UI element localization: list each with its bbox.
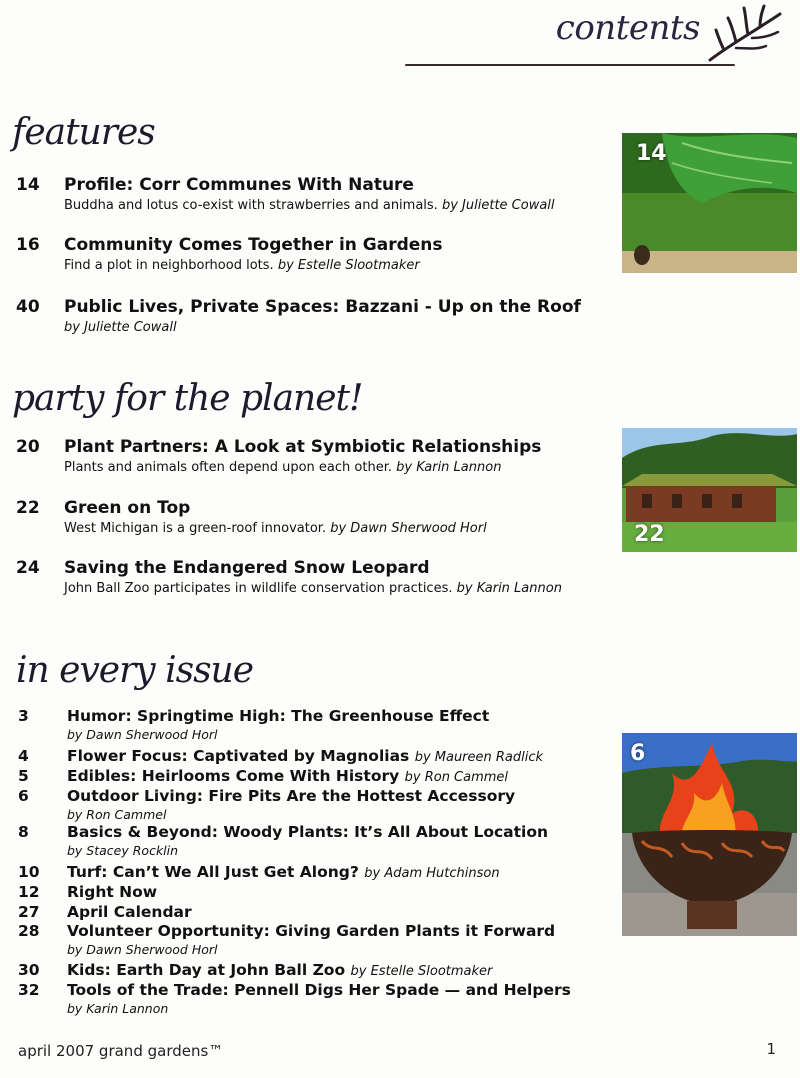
article-title: April Calendar bbox=[67, 903, 192, 921]
article-title: Green on Top bbox=[64, 498, 191, 518]
article-title: Volunteer Opportunity: Giving Garden Plants it Forward bbox=[67, 922, 556, 940]
article-title: Public Lives, Private Spaces: Bazzani - Up on the Roof bbox=[64, 297, 581, 317]
fire-pit-photo[interactable] bbox=[622, 733, 797, 936]
page-number: 8 bbox=[18, 823, 29, 841]
byline: by Estelle Slootmaker bbox=[277, 258, 420, 273]
features-heading: features bbox=[12, 112, 155, 153]
article-description: John Ball Zoo participates in wildlife conservation practices. by Karin Lannon bbox=[64, 581, 562, 596]
byline: by Juliette Cowall bbox=[64, 320, 177, 335]
page-number: 30 bbox=[18, 961, 40, 979]
photo-page-badge: 14 bbox=[636, 141, 667, 166]
article-title: Edibles: Heirlooms Come With History by Ron Cammel bbox=[67, 767, 509, 785]
article-description: Find a plot in neighborhood lots. by Estelle Slootmaker bbox=[64, 258, 420, 273]
page-number: 32 bbox=[18, 981, 40, 999]
green-roof-photo[interactable] bbox=[622, 428, 797, 552]
byline: by Ron Cammel bbox=[404, 770, 509, 785]
page-number: 12 bbox=[18, 883, 40, 901]
article-title: Profile: Corr Communes With Nature bbox=[64, 175, 414, 195]
page-number: 16 bbox=[16, 235, 40, 255]
article-title: Right Now bbox=[67, 883, 158, 901]
byline: by Adam Hutchinson bbox=[364, 866, 500, 881]
leaf-sprig-icon bbox=[706, 2, 786, 64]
byline: by Ron Cammel bbox=[67, 807, 167, 822]
party-heading: party for the planet! bbox=[12, 378, 363, 419]
page-number: 28 bbox=[18, 922, 40, 940]
page-number: 5 bbox=[18, 767, 29, 785]
byline: by Dawn Sherwood Horl bbox=[67, 942, 218, 957]
masthead-rule bbox=[405, 64, 735, 66]
article-description: Buddha and lotus co-exist with strawberries and animals. by Juliette Cowall bbox=[64, 198, 555, 213]
article-title: Turf: Can’t We All Just Get Along? by Adam Hutchinson bbox=[67, 863, 500, 881]
feature-photo[interactable] bbox=[622, 133, 797, 273]
byline: by Maureen Radlick bbox=[414, 750, 544, 765]
page-number: 14 bbox=[16, 175, 40, 195]
page-number: 4 bbox=[18, 747, 29, 765]
article-title: Humor: Springtime High: The Greenhouse Effect bbox=[67, 707, 490, 725]
page-number: 10 bbox=[18, 863, 40, 881]
page-number: 27 bbox=[18, 903, 40, 921]
page-number: 40 bbox=[16, 297, 40, 317]
byline: by Estelle Slootmaker bbox=[350, 964, 493, 979]
masthead bbox=[405, 0, 800, 75]
byline: by Juliette Cowall bbox=[441, 198, 555, 213]
byline: by Karin Lannon bbox=[396, 460, 502, 475]
page-number: 24 bbox=[16, 558, 40, 578]
article-title: Saving the Endangered Snow Leopard bbox=[64, 558, 430, 578]
article-title: Community Comes Together in Gardens bbox=[64, 235, 443, 255]
article-description bbox=[64, 320, 177, 335]
page-number-footer: 1 bbox=[766, 1040, 776, 1058]
page-number: 20 bbox=[16, 437, 40, 457]
article-title: Tools of the Trade: Pennell Digs Her Spade — and Helpers bbox=[67, 981, 571, 999]
article-title: Basics & Beyond: Woody Plants: It’s All About Location bbox=[67, 823, 549, 841]
page-number: 3 bbox=[18, 707, 29, 725]
article-title: Kids: Earth Day at John Ball Zoo by Estelle Slootmaker bbox=[67, 961, 493, 979]
page-number: 22 bbox=[16, 498, 40, 518]
fire-pit-image bbox=[622, 733, 797, 936]
article-title: Flower Focus: Captivated by Magnolias by Maureen Radlick bbox=[67, 747, 544, 765]
byline: by Dawn Sherwood Horl bbox=[67, 727, 218, 742]
contents-title: contents bbox=[555, 8, 700, 48]
byline: by Karin Lannon bbox=[67, 1001, 169, 1016]
article-title: Plant Partners: A Look at Symbiotic Relationships bbox=[64, 437, 542, 457]
byline: by Stacey Rocklin bbox=[67, 843, 179, 858]
photo-page-badge: 22 bbox=[634, 522, 665, 547]
page-number: 6 bbox=[18, 787, 29, 805]
article-description: Plants and animals often depend upon each other. by Karin Lannon bbox=[64, 460, 502, 475]
article-title: Outdoor Living: Fire Pits Are the Hottest Accessory bbox=[67, 787, 516, 805]
byline: by Dawn Sherwood Horl bbox=[330, 521, 487, 536]
issue-footer: april 2007 grand gardens™ bbox=[18, 1042, 224, 1060]
in-every-issue-heading: in every issue bbox=[16, 650, 254, 691]
article-description: West Michigan is a green-roof innovator. by Dawn Sherwood Horl bbox=[64, 521, 487, 536]
byline: by Karin Lannon bbox=[456, 581, 562, 596]
photo-page-badge: 6 bbox=[630, 741, 646, 766]
